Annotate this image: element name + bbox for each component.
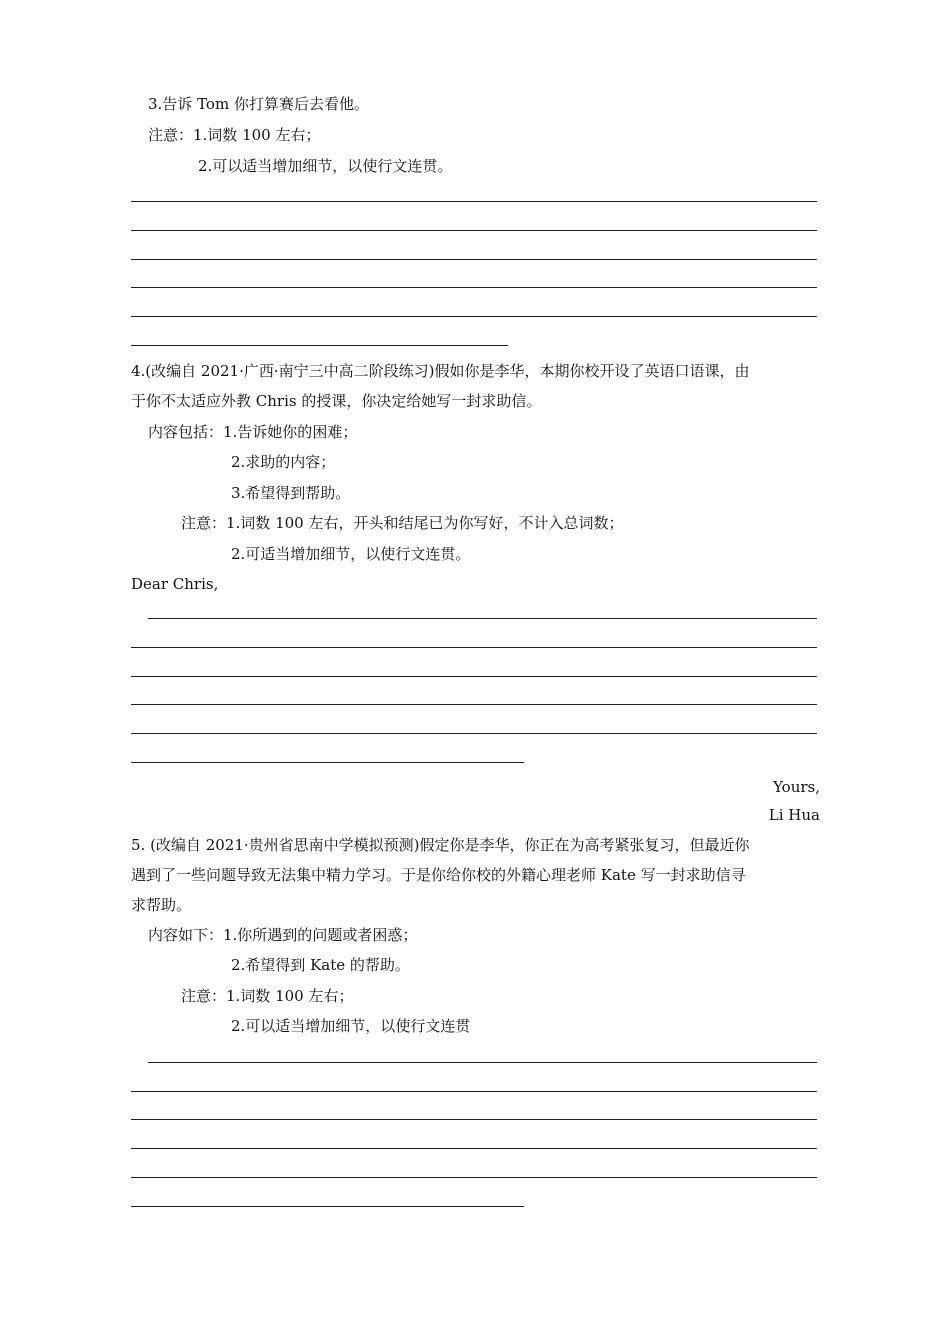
task-3-note-2: 2.可以适当增加细节，以使行文连贯。 [198, 157, 453, 175]
task-5-heading-line-3: 求帮助。 [131, 896, 192, 914]
answer-line [148, 618, 817, 619]
answer-line [148, 1062, 817, 1063]
answer-line [131, 1119, 817, 1120]
task-5-content-2: 2.希望得到 Kate 的帮助。 [231, 956, 410, 974]
letter-closing: Yours, [773, 778, 820, 796]
task-4-heading-line-1: 4.(改编自 2021·广西·南宁三中高二阶段练习)假如你是李华，本期你校开设了英语口语课，由 [131, 362, 750, 380]
task-5-content-1: 内容如下：1.你所遇到的问题或者困惑； [148, 926, 418, 944]
answer-line [131, 762, 524, 763]
answer-line [131, 259, 817, 260]
task-4-heading-line-2: 于你不太适应外教 Chris 的授课，你决定给她写一封求助信。 [131, 392, 542, 410]
task-5-heading-line-1: 5. (改编自 2021·贵州省思南中学模拟预测)假定你是李华，你正在为高考紧张复习，但最近你 [131, 836, 750, 854]
answer-line [131, 733, 817, 734]
answer-line [131, 704, 817, 705]
letter-signature: Li Hua [768, 806, 820, 824]
answer-line [131, 1148, 817, 1149]
answer-line [131, 316, 817, 317]
letter-greeting: Dear Chris, [131, 575, 219, 593]
task-3-note-1: 注意：1.词数 100 左右； [148, 126, 321, 144]
answer-line [131, 647, 817, 648]
task-4-note-2: 2.可适当增加细节，以使行文连贯。 [231, 545, 471, 563]
task-4-content-3: 3.希望得到帮助。 [231, 484, 351, 502]
task-5-note-2: 2.可以适当增加细节，以使行文连贯 [231, 1017, 471, 1035]
answer-line [131, 1206, 524, 1207]
answer-line [131, 287, 817, 288]
task-4-content-1: 内容包括：1.告诉她你的困难； [148, 423, 358, 441]
answer-line [131, 230, 817, 231]
answer-line [131, 1177, 817, 1178]
task-3-item-3: 3.告诉 Tom 你打算赛后去看他。 [148, 95, 369, 113]
answer-line [131, 345, 508, 346]
answer-line [131, 201, 817, 202]
task-4-content-2: 2.求助的内容； [231, 453, 336, 471]
answer-line [131, 1091, 817, 1092]
answer-line [131, 676, 817, 677]
task-5-heading-line-2: 遇到了一些问题导致无法集中精力学习。于是你给你校的外籍心理老师 Kate 写一封求助信寻 [131, 866, 746, 884]
task-4-note-1: 注意：1.词数 100 左右，开头和结尾已为你写好，不计入总词数； [181, 514, 624, 532]
task-5-note-1: 注意：1.词数 100 左右； [181, 987, 354, 1005]
